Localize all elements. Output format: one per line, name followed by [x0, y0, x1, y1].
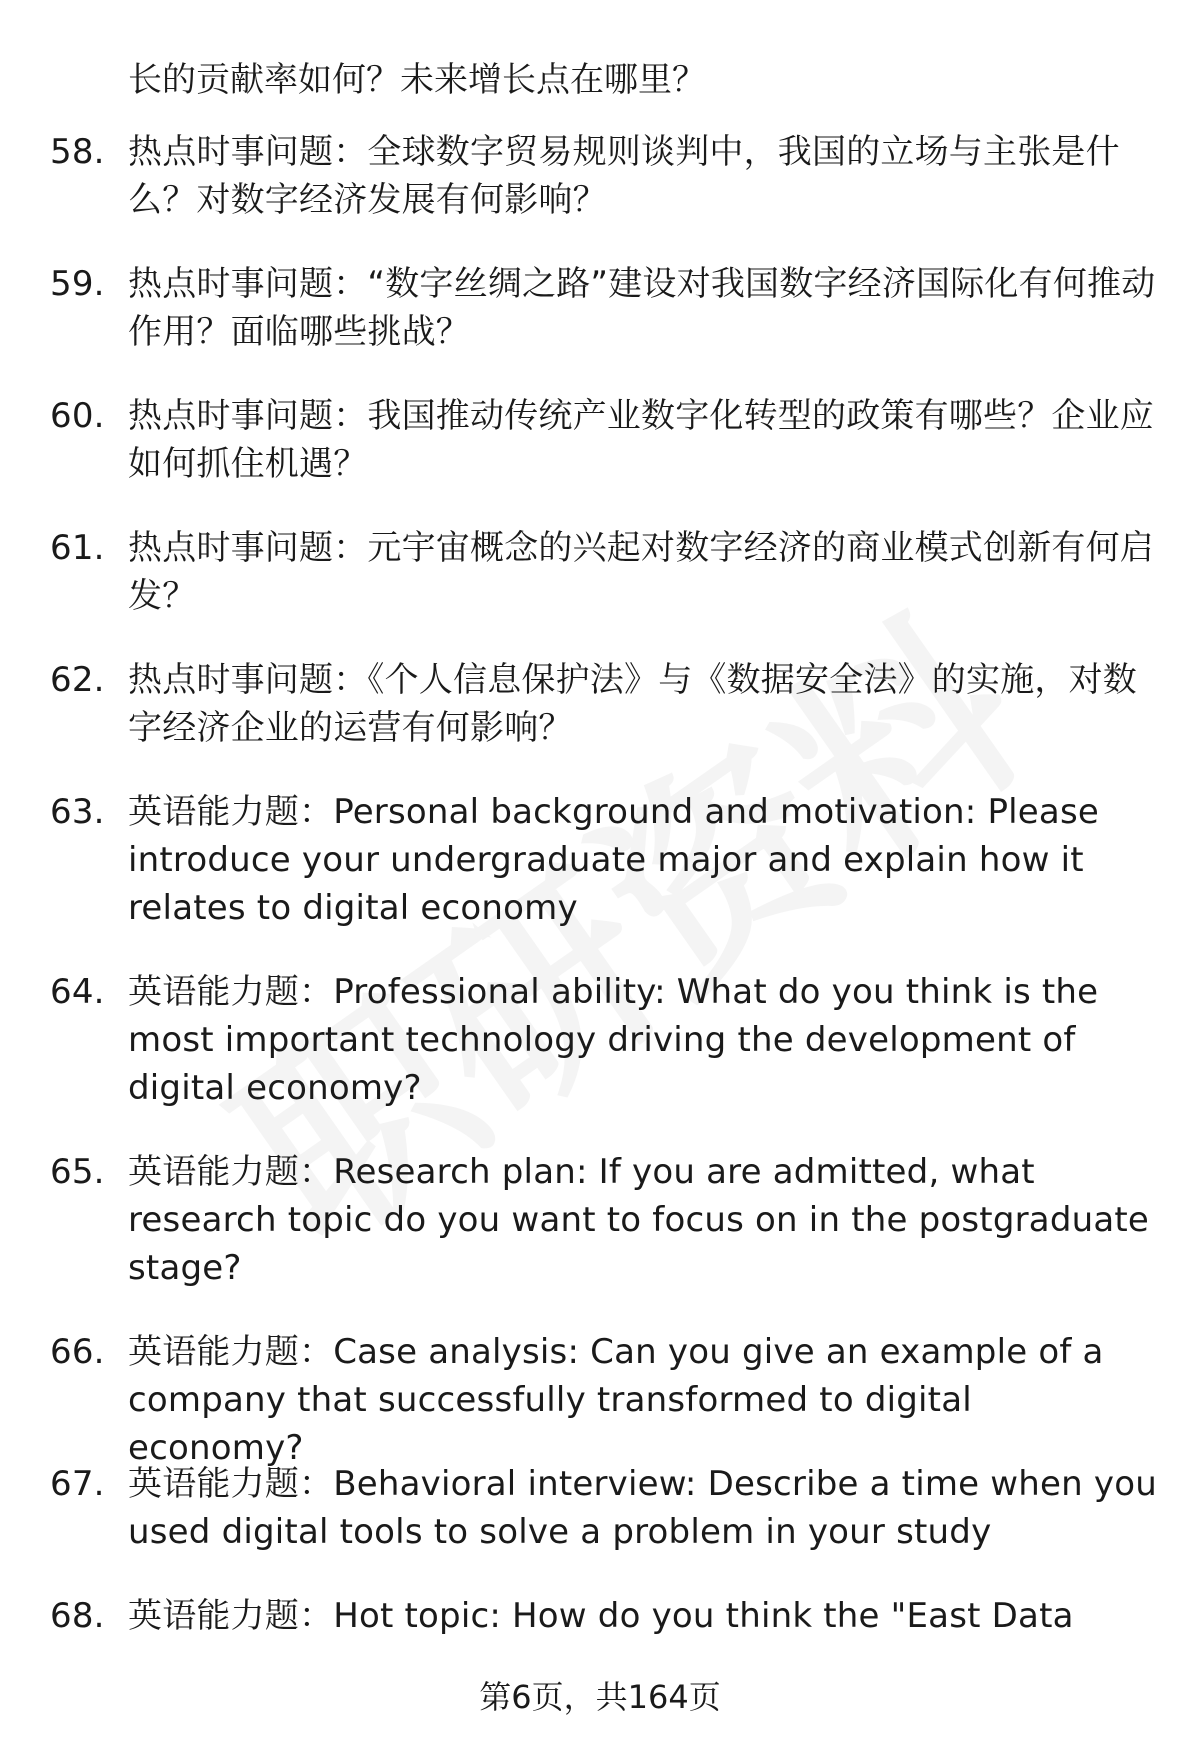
list-item: [50, 1328, 1160, 1472]
item-number: 68.: [50, 1596, 105, 1636]
item-text: 热点时事问题：“数字丝绸之路”建设对我国数字经济国际化有何推动作用？面临哪些挑战？: [128, 264, 1156, 352]
list-item: [50, 1148, 1160, 1292]
item-number: 67.: [50, 1464, 105, 1504]
item-number: 61.: [50, 528, 105, 568]
item-number: 63.: [50, 792, 105, 832]
list-item: [50, 1592, 1160, 1640]
item-text: 英语能力题：Behavioral interview: Describe a time when you used digital tools to solve a problem in your study: [128, 1464, 1157, 1552]
item-number: 65.: [50, 1152, 105, 1192]
item-text: 英语能力题：Professional ability: What do you think is the most important technology driving the development of digital economy?: [128, 972, 1099, 1108]
item-text: 英语能力题：Research plan: If you are admitted, what research topic do you want to focus on in the postgraduate stage?: [128, 1152, 1150, 1288]
list-item: [50, 1460, 1160, 1556]
list-item: [50, 788, 1160, 932]
item-number: 60.: [50, 396, 105, 436]
item-text: 英语能力题：Case analysis: Can you give an example of a company that successfully transformed to digital economy?: [128, 1332, 1104, 1468]
list-item: [50, 260, 1160, 356]
item-number: 59.: [50, 264, 105, 304]
item-text: 热点时事问题：《个人信息保护法》与《数据安全法》的实施，对数字经济企业的运营有何影响？: [128, 660, 1137, 748]
item-number: 58.: [50, 132, 105, 172]
page-footer: 第6页，共164页: [479, 1678, 721, 1716]
list-item: [50, 128, 1160, 224]
item-number: 62.: [50, 660, 105, 700]
list-item: [50, 968, 1160, 1112]
item-text: 热点时事问题：元宇宙概念的兴起对数字经济的商业模式创新有何启发？: [128, 528, 1154, 616]
continued-text: 长的贡献率如何？未来增长点在哪里？: [128, 60, 706, 100]
item-text: 英语能力题：Hot topic: How do you think the "East Data: [128, 1596, 1074, 1636]
item-number: 66.: [50, 1332, 105, 1372]
list-item: [50, 524, 1160, 620]
item-text: 热点时事问题：全球数字贸易规则谈判中，我国的立场与主张是什么？对数字经济发展有何影响？: [128, 132, 1120, 220]
list-item: [50, 392, 1160, 488]
list-item: [50, 656, 1160, 752]
item-number: 64.: [50, 972, 105, 1012]
item-text: 热点时事问题：我国推动传统产业数字化转型的政策有哪些？企业应如何抓住机遇？: [128, 396, 1154, 484]
item-text: 英语能力题：Personal background and motivation: Please introduce your undergraduate major and explain how it relates to digital economy: [128, 792, 1099, 928]
